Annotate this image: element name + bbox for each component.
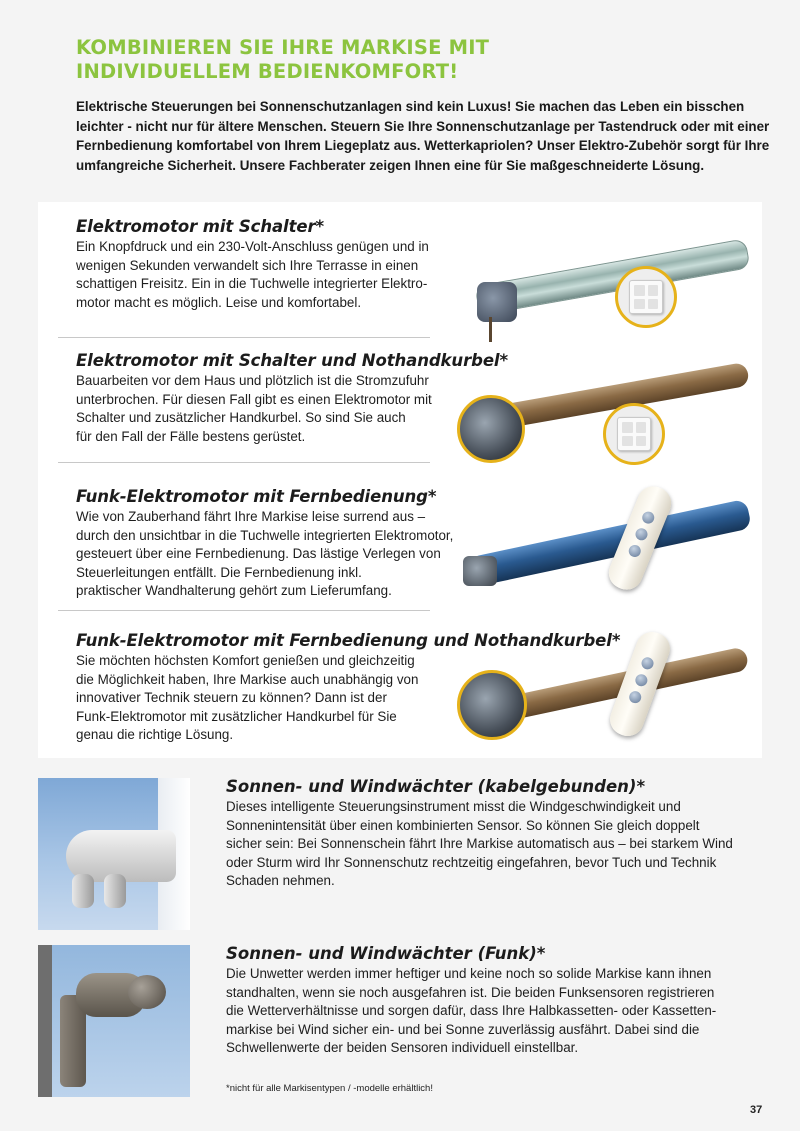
divider-3	[58, 610, 430, 611]
radio-motor-with-remote-image	[455, 478, 765, 600]
wired-wind-sun-sensor-photo	[38, 778, 190, 930]
product-description: Wie von Zauberhand fährt Ihre Markise leise surrend aus – durch den unsichtbar in die Tuchwelle integrierten Elektromotor, gesteuert über eine Fernbedienung. Das lästige Verlegen von Steuerleitungen entfällt. Die Fernbedienung inkl. praktischer Wandhalterung gehört zum Lieferumfang.	[76, 509, 454, 599]
power-cable	[489, 317, 492, 342]
sensor-wired	[226, 776, 766, 891]
sensor-description: Dieses intelligente Steuerungsinstrument misst die Windgeschwindigkeit und Sonnenintensität über einen kombinierten Sensor. So können Sie gleich doppelt sicher sein: Bei Sonnenschein fährt Ihre Markise automatisch aus – bei starkem Wind oder Sturm wird Ihr Sonnenschutz rechtzeitig eingefahren, bevor Tuch und Technik Schaden nehmen.	[226, 799, 733, 889]
product-title: Elektromotor mit Schalter und Nothandkurbel*	[76, 351, 508, 370]
sensor-description: Die Unwetter werden immer heftiger und keine noch so solide Markise kann ihnen standhalten, wenn sie noch ausgefahren ist. Die beiden Funksensoren registrieren die Wetterverhältnisse und sorgen dafür, dass Ihre Halbkassetten- oder Kassetten- markise bei Wind sicher ein- und bei Sonne zuverlässig ausfährt. Dabei sind die Schwellenwerte der beiden Sensoren individuell einstellbar.	[226, 966, 717, 1056]
motor-head	[477, 282, 517, 322]
sensor-title: Sonnen- und Windwächter (Funk)*	[226, 944, 546, 963]
motor-head	[463, 556, 497, 586]
radio-motor-remote-crank-image	[455, 626, 765, 751]
radio-wind-sun-sensor-photo	[38, 945, 190, 1097]
product-title: Funk-Elektromotor mit Fernbedienung*	[76, 487, 437, 506]
anemometer-cup	[72, 874, 94, 908]
headline-line-1: KOMBINIEREN SIE IHRE MARKISE MIT	[76, 36, 490, 59]
anemometer-cup	[128, 975, 166, 1009]
page-number: 37	[750, 1104, 763, 1116]
page-headline	[76, 36, 736, 84]
product-description: Ein Knopfdruck und ein 230-Volt-Anschluss genügen und in wenigen Sekunden verwandelt sich Ihre Terrasse in einen schattigen Freisitz. Ein in die Tuchwelle integrierter Elektro- motor macht es möglich. Leise und komfortabel.	[76, 239, 429, 310]
divider-2	[58, 462, 430, 463]
sensor-title: Sonnen- und Windwächter (kabelgebunden)*	[226, 777, 646, 796]
product-title: Funk-Elektromotor mit Fernbedienung und Nothandkurbel*	[76, 631, 621, 650]
motor-with-switch-and-crank-image	[455, 355, 765, 470]
intro-paragraph: Elektrische Steuerungen bei Sonnenschutzanlagen sind kein Luxus! Sie machen das Leben ein bisschen leichter - nicht nur für ältere Menschen. Steuern Sie Ihre Sonnenschutzanlage per Tastendruck oder mit einer Fernbedienung komfortabel von Ihrem Liegeplatz aus. Wetterkapriolen? Unser Elektro-Zubehör sorgt für Ihre umfangreiche Sicherheit. Unsere Fachberater zeigen Ihnen eine für Sie maßgeschneiderte Lösung.	[76, 99, 770, 173]
headline-line-2: INDIVIDUELLEM BEDIENKOMFORT!	[76, 60, 459, 83]
hand-crank-icon	[457, 395, 525, 463]
product-title: Elektromotor mit Schalter*	[76, 217, 325, 236]
anemometer-cup	[104, 874, 126, 908]
product-description: Sie möchten höchsten Komfort genießen und gleichzeitig die Möglichkeit haben, Ihre Markise auch unabhängig von innovativer Technik steuern zu können? Dann ist der Funk-Elektromotor mit zusätzlicher Handkurbel für Sie genau die richtige Lösung.	[76, 653, 419, 743]
product-radio-motor-remote	[76, 486, 476, 601]
product-electric-motor-crank	[76, 350, 516, 446]
wall-switch-icon	[603, 403, 665, 465]
sensor-radio	[226, 943, 766, 1058]
divider-1	[58, 337, 430, 338]
footnote: *nicht für alle Markisentypen / -modelle erhältlich!	[226, 1083, 433, 1094]
hand-crank-icon	[457, 670, 527, 740]
wall-switch-icon	[615, 266, 677, 328]
product-electric-motor-switch	[76, 216, 456, 312]
product-description: Bauarbeiten vor dem Haus und plötzlich ist die Stromzufuhr unterbrochen. Für diesen Fall gibt es einen Elektromotor mit Schalter und zusätzlicher Handkurbel. So sind Sie auch für den Fall der Fälle bestens gerüstet.	[76, 373, 432, 444]
motor-with-switch-image	[455, 222, 765, 342]
